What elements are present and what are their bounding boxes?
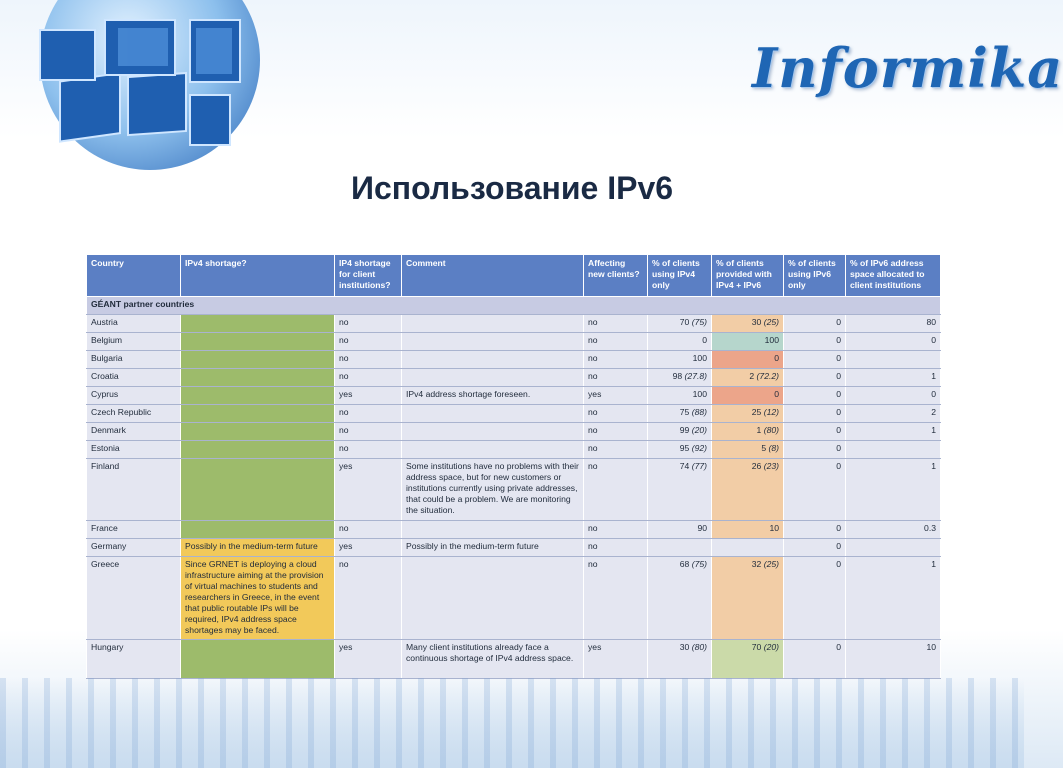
cell-ipv4-shortage: [181, 333, 335, 351]
cell-pct-ipv4: 98 (27.8): [648, 369, 712, 387]
cell-client: no: [335, 521, 402, 539]
cell-affecting: yes: [584, 387, 648, 405]
cell-country: Croatia: [87, 369, 181, 387]
cell-pct-alloc: 80: [846, 315, 941, 333]
cell-country: Hungary: [87, 640, 181, 679]
cell-pct-both: 30 (25): [712, 315, 784, 333]
cell-pct-ipv6: 0: [784, 405, 846, 423]
cell-comment: Some institutions have no problems with their address space, but for new customers or institutions currently using private addresses, that could be a problem. We are monitoring the situation.: [402, 459, 584, 521]
cell-ipv4-shortage: [181, 423, 335, 441]
cell-comment: [402, 405, 584, 423]
cell-pct-both: 100: [712, 333, 784, 351]
cell-ipv4-shortage: Since GRNET is deploying a cloud infrastructure aiming at the provision of virtual machines to students and researchers in Greece, in the event that public routable IPs will be required, IPv4 address space shortages may be faced.: [181, 557, 335, 640]
cell-pct-alloc: 1: [846, 369, 941, 387]
cell-pct-alloc: 1: [846, 423, 941, 441]
cell-pct-ipv4: [648, 539, 712, 557]
cell-pct-both: 0: [712, 351, 784, 369]
header-affecting: Affecting new clients?: [584, 255, 648, 297]
header-pct-both: % of clients provided with IPv4 + IPv6: [712, 255, 784, 297]
cell-client: no: [335, 351, 402, 369]
table-row: [87, 441, 941, 459]
cell-pct-both: 2 (72.2): [712, 369, 784, 387]
cell-country: Estonia: [87, 441, 181, 459]
table-row: [87, 405, 941, 423]
cell-ipv4-shortage: [181, 405, 335, 423]
cell-client: yes: [335, 640, 402, 679]
section-label: GÉANT partner countries: [87, 297, 941, 315]
cell-pct-both: 10: [712, 521, 784, 539]
cell-pct-both: 0: [712, 387, 784, 405]
cell-pct-ipv4: 100: [648, 351, 712, 369]
header-ipv4-shortage: IPv4 shortage?: [181, 255, 335, 297]
table-row: [87, 423, 941, 441]
cell-pct-both: 26 (23): [712, 459, 784, 521]
cell-country: Finland: [87, 459, 181, 521]
cell-comment: [402, 521, 584, 539]
header-pct-alloc: % of IPv6 address space allocated to client institutions: [846, 255, 941, 297]
cell-country: Germany: [87, 539, 181, 557]
cell-comment: [402, 441, 584, 459]
cell-pct-ipv6: 0: [784, 333, 846, 351]
cell-affecting: no: [584, 351, 648, 369]
cell-pct-ipv6: 0: [784, 369, 846, 387]
table-row: [87, 640, 941, 679]
section-row: [87, 297, 941, 315]
cell-comment: [402, 369, 584, 387]
cell-client: no: [335, 405, 402, 423]
cell-pct-ipv4: 99 (20): [648, 423, 712, 441]
cell-affecting: no: [584, 423, 648, 441]
cell-affecting: no: [584, 405, 648, 423]
cell-pct-alloc: 10: [846, 640, 941, 679]
cell-pct-ipv6: 0: [784, 387, 846, 405]
cell-affecting: no: [584, 333, 648, 351]
cell-ipv4-shortage: [181, 387, 335, 405]
cell-pct-alloc: 2: [846, 405, 941, 423]
globe-logo-graphic: [0, 0, 260, 180]
cell-pct-both: 70 (20): [712, 640, 784, 679]
cell-pct-alloc: [846, 441, 941, 459]
cell-pct-both: 5 (8): [712, 441, 784, 459]
cell-pct-ipv6: 0: [784, 521, 846, 539]
cell-comment: Many client institutions already face a continuous shortage of IPv4 address space.: [402, 640, 584, 679]
cell-pct-alloc: 1: [846, 459, 941, 521]
cell-client: no: [335, 315, 402, 333]
logo-text: Informika: [752, 36, 1063, 100]
cell-pct-ipv4: 100: [648, 387, 712, 405]
cell-pct-ipv4: 74 (77): [648, 459, 712, 521]
cell-pct-both: [712, 539, 784, 557]
cell-ipv4-shortage: [181, 369, 335, 387]
header-pct-ipv6: % of clients using IPv6 only: [784, 255, 846, 297]
cell-affecting: no: [584, 557, 648, 640]
cell-comment: Possibly in the medium-term future: [402, 539, 584, 557]
table-row: [87, 333, 941, 351]
cell-client: yes: [335, 539, 402, 557]
cell-client: no: [335, 441, 402, 459]
informika-logo: [752, 30, 1063, 110]
cell-affecting: no: [584, 369, 648, 387]
cell-ipv4-shortage: Possibly in the medium-term future: [181, 539, 335, 557]
cell-pct-alloc: 0.3: [846, 521, 941, 539]
cell-pct-ipv4: 0: [648, 333, 712, 351]
cell-pct-ipv6: 0: [784, 539, 846, 557]
cell-pct-ipv6: 0: [784, 557, 846, 640]
cell-comment: [402, 423, 584, 441]
cell-pct-both: 1 (80): [712, 423, 784, 441]
decorative-bottom-band: [0, 678, 1024, 768]
cell-pct-both: 32 (25): [712, 557, 784, 640]
cell-pct-alloc: 0: [846, 387, 941, 405]
cell-comment: [402, 351, 584, 369]
cell-ipv4-shortage: [181, 521, 335, 539]
table-row: [87, 459, 941, 521]
table-row: [87, 351, 941, 369]
table-row: [87, 521, 941, 539]
cell-country: France: [87, 521, 181, 539]
cell-client: no: [335, 369, 402, 387]
cell-ipv4-shortage: [181, 459, 335, 521]
cell-comment: [402, 557, 584, 640]
cell-pct-ipv4: 95 (92): [648, 441, 712, 459]
cell-affecting: no: [584, 441, 648, 459]
cell-pct-ipv4: 90: [648, 521, 712, 539]
cell-pct-ipv6: 0: [784, 423, 846, 441]
page-title: Использование IPv6: [350, 170, 674, 206]
table-row: [87, 539, 941, 557]
cell-pct-ipv4: 70 (75): [648, 315, 712, 333]
header-ip4-shortage-client: IP4 shortage for client institutions?: [335, 255, 402, 297]
cell-country: Czech Republic: [87, 405, 181, 423]
cell-pct-alloc: 1: [846, 557, 941, 640]
cell-ipv4-shortage: [181, 315, 335, 333]
cell-country: Bulgaria: [87, 351, 181, 369]
cell-client: no: [335, 333, 402, 351]
cell-pct-ipv4: 68 (75): [648, 557, 712, 640]
cell-ipv4-shortage: [181, 640, 335, 679]
cell-comment: IPv4 address shortage foreseen.: [402, 387, 584, 405]
cell-country: Austria: [87, 315, 181, 333]
cell-pct-ipv6: 0: [784, 459, 846, 521]
table-row: [87, 387, 941, 405]
cell-pct-ipv4: 75 (88): [648, 405, 712, 423]
header-comment: Comment: [402, 255, 584, 297]
table-row: [87, 557, 941, 640]
table-row: [87, 315, 941, 333]
cell-ipv4-shortage: [181, 441, 335, 459]
cell-pct-both: 25 (12): [712, 405, 784, 423]
cell-affecting: yes: [584, 640, 648, 679]
cell-comment: [402, 315, 584, 333]
cell-comment: [402, 333, 584, 351]
table-header-row: [87, 255, 941, 297]
cell-pct-ipv6: 0: [784, 351, 846, 369]
cell-client: no: [335, 557, 402, 640]
cell-pct-ipv6: 0: [784, 315, 846, 333]
cell-affecting: no: [584, 459, 648, 521]
cell-country: Greece: [87, 557, 181, 640]
cell-affecting: no: [584, 521, 648, 539]
cell-pct-alloc: 0: [846, 333, 941, 351]
cell-country: Belgium: [87, 333, 181, 351]
cell-pct-ipv6: 0: [784, 640, 846, 679]
header-country: Country: [87, 255, 181, 297]
cell-pct-ipv6: 0: [784, 441, 846, 459]
cell-client: yes: [335, 387, 402, 405]
ipv6-usage-table: [86, 254, 941, 679]
cell-pct-alloc: [846, 351, 941, 369]
cell-client: no: [335, 423, 402, 441]
cell-affecting: no: [584, 539, 648, 557]
cell-country: Cyprus: [87, 387, 181, 405]
cell-ipv4-shortage: [181, 351, 335, 369]
cell-affecting: no: [584, 315, 648, 333]
table-row: [87, 369, 941, 387]
cell-client: yes: [335, 459, 402, 521]
header-pct-ipv4: % of clients using IPv4 only: [648, 255, 712, 297]
cell-pct-ipv4: 30 (80): [648, 640, 712, 679]
cell-country: Denmark: [87, 423, 181, 441]
cell-pct-alloc: [846, 539, 941, 557]
